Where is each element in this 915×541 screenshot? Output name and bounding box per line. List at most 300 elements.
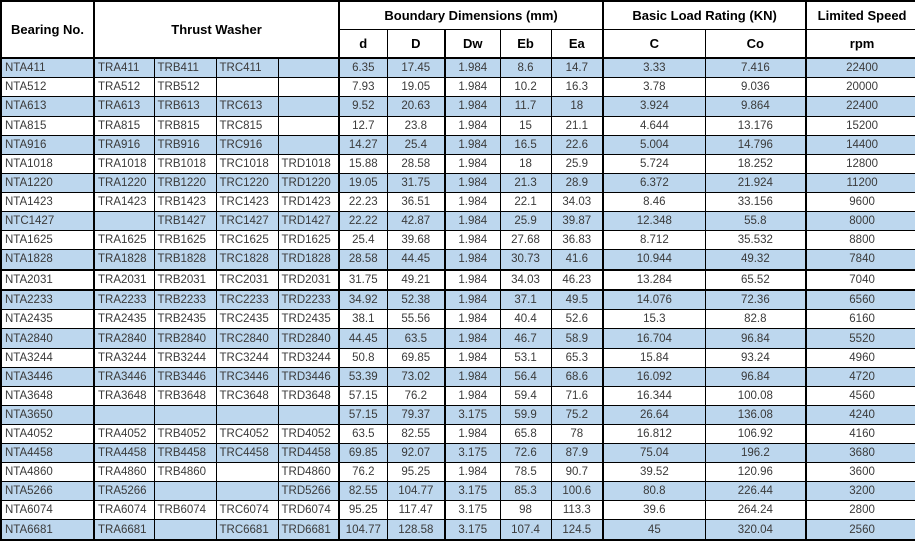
tra-washer-cell [94,211,154,230]
dim-Ea-cell: 113.3 [551,501,603,520]
dim-Dw-cell: 3.175 [445,482,500,501]
dim-D-cell: 104.77 [387,482,445,501]
trb-washer-cell: TRB3648 [154,386,216,405]
dim-D-cell: 117.47 [387,501,445,520]
load-c-cell: 6.372 [603,173,705,192]
dim-Eb-cell: 16.5 [500,135,551,154]
trc-washer-cell [216,78,278,97]
tra-washer-cell: TRA5266 [94,482,154,501]
rpm-cell: 4560 [806,386,915,405]
dim-Dw-cell: 3.175 [445,405,500,424]
trd-washer-cell: TRD6074 [278,501,339,520]
rpm-cell: 12800 [806,154,915,173]
dim-d-cell: 63.5 [339,424,387,443]
load-co-cell: 136.08 [705,405,806,424]
rpm-cell: 3680 [806,444,915,463]
trb-washer-cell [154,405,216,424]
dim-Ea-cell: 71.6 [551,386,603,405]
dim-d-cell: 14.27 [339,135,387,154]
dim-d-cell: 7.93 [339,78,387,97]
trb-washer-cell: TRB4860 [154,463,216,482]
tra-washer-cell: TRA916 [94,135,154,154]
dim-Eb-cell: 59.9 [500,405,551,424]
rpm-cell: 15200 [806,116,915,135]
dim-d-cell: 95.25 [339,501,387,520]
load-c-cell: 75.04 [603,444,705,463]
dim-D-cell: 128.58 [387,520,445,540]
dim-d-cell: 28.58 [339,250,387,270]
dim-Ea-cell: 87.9 [551,444,603,463]
load-c-cell: 8.712 [603,231,705,250]
load-c-cell: 45 [603,520,705,540]
dim-D-cell: 36.51 [387,192,445,211]
dim-d-cell: 38.1 [339,310,387,329]
tra-washer-cell: TRA2233 [94,290,154,310]
tra-washer-cell: TRA3244 [94,348,154,367]
tra-washer-cell: TRA1220 [94,173,154,192]
load-c-cell: 3.924 [603,97,705,116]
dim-Eb-cell: 59.4 [500,386,551,405]
dim-d-cell: 57.15 [339,405,387,424]
dim-d-cell: 25.4 [339,231,387,250]
rpm-cell: 22400 [806,58,915,78]
bearing-no-cell: NTA3244 [1,348,94,367]
rpm-cell: 2560 [806,520,915,540]
load-c-cell: 16.812 [603,424,705,443]
trb-washer-cell: TRB512 [154,78,216,97]
dim-Eb-cell: 53.1 [500,348,551,367]
dim-Dw-cell: 1.984 [445,231,500,250]
trd-washer-cell: TRD1828 [278,250,339,270]
trb-washer-cell: TRB1018 [154,154,216,173]
bearing-no-cell: NTA815 [1,116,94,135]
trc-washer-cell: TRC815 [216,116,278,135]
load-c-cell: 5.004 [603,135,705,154]
dim-Dw-cell: 1.984 [445,348,500,367]
table-row [1,250,915,270]
load-c-cell: 4.644 [603,116,705,135]
dim-d-cell: 44.45 [339,329,387,348]
dim-Dw-cell: 1.984 [445,173,500,192]
dim-d-cell: 34.92 [339,290,387,310]
trb-washer-cell: TRB2840 [154,329,216,348]
header-boundary-dimensions: Boundary Dimensions (mm) [339,1,603,29]
dim-Ea-cell: 65.3 [551,348,603,367]
trd-washer-cell: TRD3446 [278,367,339,386]
dim-D-cell: 25.4 [387,135,445,154]
dim-Eb-cell: 98 [500,501,551,520]
trd-washer-cell: TRD2233 [278,290,339,310]
load-co-cell: 9.864 [705,97,806,116]
table-row [1,367,915,386]
dim-Eb-cell: 15 [500,116,551,135]
trc-washer-cell: TRC3648 [216,386,278,405]
header-basic-load-rating: Basic Load Rating (KN) [603,1,806,29]
rpm-cell: 5520 [806,329,915,348]
header-thrust-washer: Thrust Washer [94,1,339,58]
dim-D-cell: 42.87 [387,211,445,230]
bearing-no-cell: NTA2233 [1,290,94,310]
dim-D-cell: 73.02 [387,367,445,386]
header-group-row [1,1,915,29]
tra-washer-cell: TRA613 [94,97,154,116]
dim-Dw-cell: 1.984 [445,211,500,230]
trd-washer-cell [278,405,339,424]
tra-washer-cell [94,405,154,424]
load-c-cell: 3.33 [603,58,705,78]
trc-washer-cell: TRC1828 [216,250,278,270]
dim-Dw-cell: 1.984 [445,310,500,329]
trb-washer-cell: TRB1220 [154,173,216,192]
dim-Ea-cell: 49.5 [551,290,603,310]
table-row [1,386,915,405]
load-co-cell: 93.24 [705,348,806,367]
dim-Ea-cell: 22.6 [551,135,603,154]
table-row [1,482,915,501]
bearing-no-cell: NTA2435 [1,310,94,329]
rpm-cell: 7040 [806,270,915,291]
bearing-no-cell: NTA512 [1,78,94,97]
load-co-cell: 82.8 [705,310,806,329]
load-co-cell: 33.156 [705,192,806,211]
dim-Eb-cell: 30.73 [500,250,551,270]
trb-washer-cell: TRB6074 [154,501,216,520]
dim-D-cell: 79.37 [387,405,445,424]
header-col-D: D [387,29,445,58]
trb-washer-cell: TRB3244 [154,348,216,367]
dim-D-cell: 44.45 [387,250,445,270]
header-col-d: d [339,29,387,58]
dim-Dw-cell: 1.984 [445,135,500,154]
tra-washer-cell: TRA2840 [94,329,154,348]
tra-washer-cell: TRA3446 [94,367,154,386]
load-c-cell: 15.3 [603,310,705,329]
trc-washer-cell: TRC4052 [216,424,278,443]
bearing-no-cell: NTA6074 [1,501,94,520]
table-row [1,211,915,230]
dim-Ea-cell: 36.83 [551,231,603,250]
dim-Dw-cell: 1.984 [445,116,500,135]
trc-washer-cell: TRC916 [216,135,278,154]
rpm-cell: 14400 [806,135,915,154]
trb-washer-cell: TRB1828 [154,250,216,270]
dim-Ea-cell: 68.6 [551,367,603,386]
table-row [1,192,915,211]
dim-Dw-cell: 1.984 [445,97,500,116]
dim-Dw-cell: 1.984 [445,386,500,405]
dim-d-cell: 15.88 [339,154,387,173]
trd-washer-cell: TRD1423 [278,192,339,211]
tra-washer-cell: TRA1828 [94,250,154,270]
header-col-C: C [603,29,705,58]
trb-washer-cell [154,520,216,540]
trc-washer-cell: TRC4458 [216,444,278,463]
dim-d-cell: 57.15 [339,386,387,405]
trd-washer-cell: TRD2031 [278,270,339,291]
load-co-cell: 106.92 [705,424,806,443]
load-co-cell: 264.24 [705,501,806,520]
dim-Dw-cell: 1.984 [445,58,500,78]
dim-d-cell: 76.2 [339,463,387,482]
table-row [1,135,915,154]
trd-washer-cell: TRD4458 [278,444,339,463]
dim-Eb-cell: 11.7 [500,97,551,116]
trc-washer-cell: TRC1625 [216,231,278,250]
load-c-cell: 14.076 [603,290,705,310]
load-co-cell: 320.04 [705,520,806,540]
trd-washer-cell: TRD6681 [278,520,339,540]
dim-Dw-cell: 3.175 [445,520,500,540]
dim-Dw-cell: 1.984 [445,367,500,386]
bearing-no-cell: NTA2031 [1,270,94,291]
dim-Ea-cell: 90.7 [551,463,603,482]
trc-washer-cell: TRC2840 [216,329,278,348]
load-co-cell: 55.8 [705,211,806,230]
dim-Eb-cell: 107.4 [500,520,551,540]
dim-Eb-cell: 65.8 [500,424,551,443]
dim-Eb-cell: 78.5 [500,463,551,482]
load-co-cell: 9.036 [705,78,806,97]
load-co-cell: 72.36 [705,290,806,310]
trd-washer-cell: TRD4860 [278,463,339,482]
tra-washer-cell: TRA4458 [94,444,154,463]
load-co-cell: 14.796 [705,135,806,154]
trb-washer-cell: TRB1427 [154,211,216,230]
load-co-cell: 35.532 [705,231,806,250]
load-co-cell: 21.924 [705,173,806,192]
trd-washer-cell [278,135,339,154]
load-c-cell: 16.704 [603,329,705,348]
load-co-cell: 18.252 [705,154,806,173]
rpm-cell: 4240 [806,405,915,424]
table-row [1,58,915,78]
table-body [1,58,915,540]
dim-Eb-cell: 72.6 [500,444,551,463]
header-bearing-no: Bearing No. [1,1,94,58]
bearing-no-cell: NTA411 [1,58,94,78]
dim-Eb-cell: 34.03 [500,270,551,291]
bearing-no-cell: NTA1423 [1,192,94,211]
tra-washer-cell: TRA1423 [94,192,154,211]
load-c-cell: 80.8 [603,482,705,501]
dim-Dw-cell: 3.175 [445,501,500,520]
dim-d-cell: 22.23 [339,192,387,211]
rpm-cell: 6160 [806,310,915,329]
tra-washer-cell: TRA6074 [94,501,154,520]
dim-Eb-cell: 21.3 [500,173,551,192]
bearing-no-cell: NTA4458 [1,444,94,463]
bearing-no-cell: NTC1427 [1,211,94,230]
trd-washer-cell: TRD1427 [278,211,339,230]
dim-D-cell: 39.68 [387,231,445,250]
dim-Ea-cell: 52.6 [551,310,603,329]
trb-washer-cell: TRB411 [154,58,216,78]
bearing-no-cell: NTA1220 [1,173,94,192]
dim-Dw-cell: 1.984 [445,329,500,348]
load-co-cell: 226.44 [705,482,806,501]
dim-Dw-cell: 1.984 [445,290,500,310]
tra-washer-cell: TRA2435 [94,310,154,329]
trc-washer-cell: TRC6074 [216,501,278,520]
bearing-no-cell: NTA1625 [1,231,94,250]
trd-washer-cell: TRD2435 [278,310,339,329]
table-row [1,173,915,192]
dim-Dw-cell: 1.984 [445,154,500,173]
table-row [1,463,915,482]
trc-washer-cell: TRC2435 [216,310,278,329]
load-co-cell: 7.416 [705,58,806,78]
dim-d-cell: 6.35 [339,58,387,78]
dim-D-cell: 23.8 [387,116,445,135]
rpm-cell: 20000 [806,78,915,97]
dim-D-cell: 28.58 [387,154,445,173]
dim-Eb-cell: 18 [500,154,551,173]
rpm-cell: 3600 [806,463,915,482]
dim-d-cell: 50.8 [339,348,387,367]
trc-washer-cell [216,405,278,424]
load-c-cell: 3.78 [603,78,705,97]
trd-washer-cell [278,116,339,135]
dim-Dw-cell: 1.984 [445,270,500,291]
trd-washer-cell [278,97,339,116]
trb-washer-cell: TRB1423 [154,192,216,211]
tra-washer-cell: TRA4860 [94,463,154,482]
header-col-Eb: Eb [500,29,551,58]
bearing-no-cell: NTA4860 [1,463,94,482]
table-row [1,78,915,97]
trc-washer-cell [216,482,278,501]
dim-Ea-cell: 46.23 [551,270,603,291]
load-c-cell: 8.46 [603,192,705,211]
tra-washer-cell: TRA3648 [94,386,154,405]
rpm-cell: 8800 [806,231,915,250]
rpm-cell: 3200 [806,482,915,501]
dim-Ea-cell: 39.87 [551,211,603,230]
trb-washer-cell: TRB1625 [154,231,216,250]
dim-d-cell: 82.55 [339,482,387,501]
dim-Eb-cell: 27.68 [500,231,551,250]
trb-washer-cell: TRB2435 [154,310,216,329]
dim-Ea-cell: 41.6 [551,250,603,270]
dim-Dw-cell: 3.175 [445,444,500,463]
trc-washer-cell: TRC613 [216,97,278,116]
tra-washer-cell: TRA815 [94,116,154,135]
table-row [1,97,915,116]
trd-washer-cell: TRD3648 [278,386,339,405]
dim-D-cell: 63.5 [387,329,445,348]
header-col-Ea: Ea [551,29,603,58]
trb-washer-cell: TRB4458 [154,444,216,463]
load-co-cell: 96.84 [705,367,806,386]
dim-D-cell: 31.75 [387,173,445,192]
bearing-no-cell: NTA6681 [1,520,94,540]
dim-D-cell: 92.07 [387,444,445,463]
dim-Ea-cell: 75.2 [551,405,603,424]
dim-Ea-cell: 78 [551,424,603,443]
bearing-no-cell: NTA3650 [1,405,94,424]
dim-d-cell: 19.05 [339,173,387,192]
tra-washer-cell: TRA411 [94,58,154,78]
header-col-Co: Co [705,29,806,58]
dim-Eb-cell: 56.4 [500,367,551,386]
rpm-cell: 4160 [806,424,915,443]
table-row [1,329,915,348]
dim-d-cell: 53.39 [339,367,387,386]
trc-washer-cell: TRC3244 [216,348,278,367]
dim-Dw-cell: 1.984 [445,424,500,443]
trc-washer-cell: TRC1220 [216,173,278,192]
load-c-cell: 16.344 [603,386,705,405]
dim-Ea-cell: 58.9 [551,329,603,348]
bearing-no-cell: NTA5266 [1,482,94,501]
header-col-Dw: Dw [445,29,500,58]
tra-washer-cell: TRA4052 [94,424,154,443]
dim-Eb-cell: 46.7 [500,329,551,348]
trd-washer-cell: TRD1625 [278,231,339,250]
load-c-cell: 5.724 [603,154,705,173]
dim-Ea-cell: 100.6 [551,482,603,501]
table-row [1,424,915,443]
rpm-cell: 4720 [806,367,915,386]
bearing-no-cell: NTA1828 [1,250,94,270]
dim-Ea-cell: 18 [551,97,603,116]
rpm-cell: 6560 [806,290,915,310]
trb-washer-cell: TRB916 [154,135,216,154]
table-row [1,154,915,173]
dim-D-cell: 95.25 [387,463,445,482]
load-co-cell: 49.32 [705,250,806,270]
bearing-no-cell: NTA1018 [1,154,94,173]
trd-washer-cell [278,58,339,78]
rpm-cell: 22400 [806,97,915,116]
dim-Eb-cell: 25.9 [500,211,551,230]
dim-D-cell: 17.45 [387,58,445,78]
trb-washer-cell [154,482,216,501]
rpm-cell: 7840 [806,250,915,270]
dim-Ea-cell: 16.3 [551,78,603,97]
dim-Dw-cell: 1.984 [445,78,500,97]
trd-washer-cell: TRD2840 [278,329,339,348]
rpm-cell: 11200 [806,173,915,192]
dim-d-cell: 104.77 [339,520,387,540]
load-c-cell: 26.64 [603,405,705,424]
table-row [1,270,915,291]
header-limited-speed: Limited Speed [806,1,915,29]
dim-Eb-cell: 10.2 [500,78,551,97]
dim-D-cell: 82.55 [387,424,445,443]
trc-washer-cell: TRC1427 [216,211,278,230]
dim-d-cell: 22.22 [339,211,387,230]
trb-washer-cell: TRB613 [154,97,216,116]
rpm-cell: 8000 [806,211,915,230]
load-co-cell: 96.84 [705,329,806,348]
dim-D-cell: 69.85 [387,348,445,367]
trd-washer-cell: TRD4052 [278,424,339,443]
dim-Dw-cell: 1.984 [445,250,500,270]
dim-Ea-cell: 25.9 [551,154,603,173]
header-col-rpm: rpm [806,29,915,58]
load-co-cell: 196.2 [705,444,806,463]
table-row [1,116,915,135]
dim-Eb-cell: 85.3 [500,482,551,501]
load-c-cell: 16.092 [603,367,705,386]
rpm-cell: 9600 [806,192,915,211]
trc-washer-cell [216,463,278,482]
bearing-no-cell: NTA3446 [1,367,94,386]
trb-washer-cell: TRB4052 [154,424,216,443]
load-c-cell: 13.284 [603,270,705,291]
dim-D-cell: 49.21 [387,270,445,291]
